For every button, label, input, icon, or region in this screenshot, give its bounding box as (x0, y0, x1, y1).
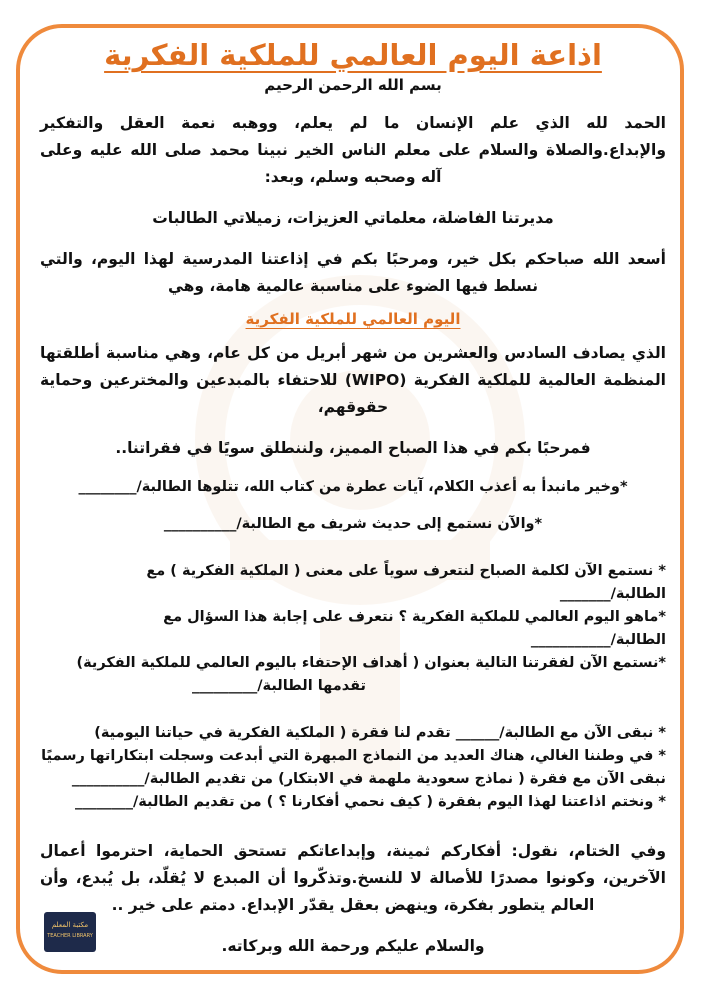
segment-item: تقدمها الطالبة/_________ (192, 678, 366, 694)
segment-item: * نستمع الآن لكلمة الصباح لنتعرف سوياً على معنى ( الملكية الفكرية ) مع الطالبة/_______ (146, 563, 666, 602)
logo-name: مكتبة المعلم (51, 921, 89, 929)
segment-item: *ماهو اليوم العالمي للملكية الفكرية ؟ نتعرف على إجابة هذا السؤال مع الطالبة/___________ (163, 609, 666, 648)
hadith-segment: *والآن نستمع إلى حديث شريف مع الطالبة/__________ (163, 516, 543, 532)
document-body (40, 38, 666, 960)
basmala: بسم الله الرحمن الرحيم (264, 76, 442, 94)
praise-paragraph: الحمد لله الذي علم الإنسان ما لم يعلم، ووهبه نعمة العقل والتفكير والإبداع.والصلاة والسلام على معلم الناس الخير نبينا محمد صلى الله عليه وعلى آله وصحبه وسلم، وبعد: (40, 114, 666, 186)
farewell-line: والسلام عليكم ورحمة الله وبركاته. (221, 937, 485, 955)
topic-subtitle: اليوم العالمي للملكية الفكرية (245, 310, 461, 328)
closing-paragraph: وفي الختام، نقول: أفكاركم ثمينة، وإبداعاتكم تستحق الحماية، احترموا أعمال الآخرين، وكونوا مصدرًا للأصالة لا للنسخ.وتذكّروا أن المبدع لا يُقلّد، بل يُبدع، وأن العالم يتطور بفكرة، وينهض بعقل يقدّر الإبداع. دمتم على خير .. (40, 842, 666, 914)
library-logo (44, 912, 96, 952)
quran-segment: *وخير مانبدأ به أعذب الكلام، آيات عطرة من كتاب الله، تتلوها الطالبة/________ (78, 479, 628, 495)
segment-item: *نستمع الآن لفقرتنا التالية بعنوان ( أهداف الإحتفاء باليوم العالمي للملكية الفكرية) (76, 655, 666, 671)
opening-paragraph: أسعد الله صباحكم بكل خير، ومرحبًا بكم في إذاعتنا المدرسية لهذا اليوم، والتي نسلط فيها الضوء على مناسبة عالمية هامة، وهي (40, 250, 666, 295)
segment-item: * ونختم اذاعتنا لهذا اليوم بفقرة ( كيف نحمي أفكارنا ؟ ) من تقديم الطالبة/________ (74, 794, 666, 810)
page-title: اذاعة اليوم العالمي للملكية الفكرية (104, 38, 602, 72)
segment-item: * في وطننا الغالي، هناك العديد من النماذج المبهرة التي أبدعت وسجلت ابتكاراتها رسميًا (41, 748, 666, 764)
greeting-line: مديرتنا الفاضلة، معلماتي العزيزات، زميلاتي الطالبات (152, 209, 554, 227)
topic-description: الذي يصادف السادس والعشرين من شهر أبريل من كل عام، وهي مناسبة أطلقتها المنظمة العالمية للملكية الفكرية (WIPO) للاحتفاء بالمبدعين والمخترعين وحماية حقوقهم، (40, 344, 666, 416)
segment-item: نبقى الآن مع فقرة ( نماذج سعودية ملهمة في الابتكار) من تقديم الطالبة/__________ (71, 771, 666, 787)
logo-subtitle: TEACHER LIBRARY (47, 933, 93, 939)
segment-item: * نبقى الآن مع الطالبة/______ تقدم لنا فقرة ( الملكية الفكرية في حياتنا اليومية) (94, 725, 666, 741)
welcome-line: فمرحبًا بكم في هذا الصباح المميز، ولننطلق سويًا في فقراتنا.. (115, 439, 591, 457)
